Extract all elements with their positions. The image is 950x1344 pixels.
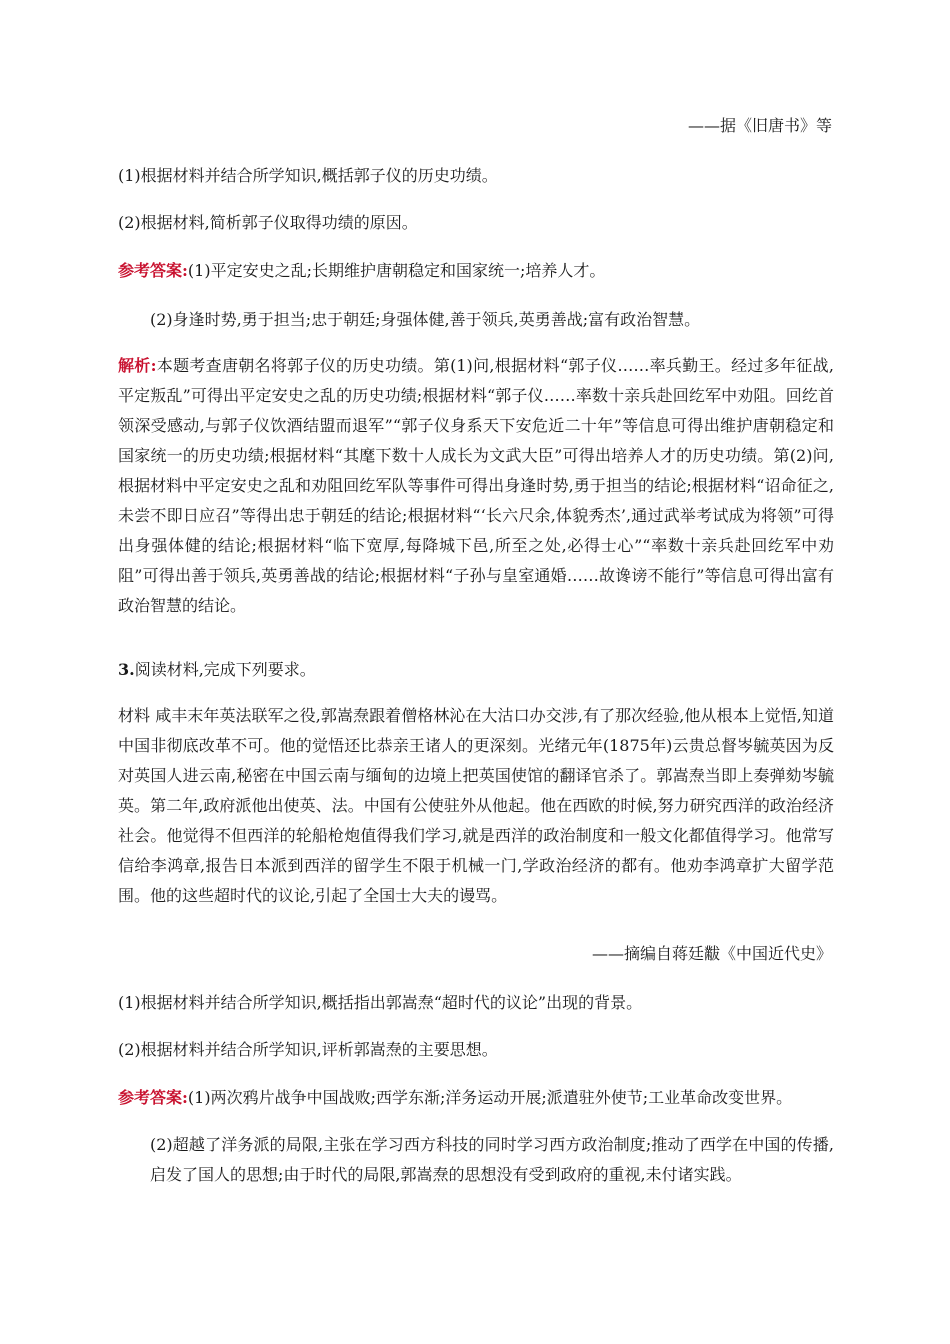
q2-answer-2: (2)身逢时势,勇于担当;忠于朝廷;身强体健,善于领兵,英勇善战;富有政治智慧。 — [150, 310, 701, 329]
answer-label: 参考答案: — [118, 1088, 188, 1107]
analysis-label: 解析: — [118, 356, 157, 375]
q2-answer-1: (1)平定安史之乱;长期维护唐朝稳定和国家统一;培养人才。 — [187, 261, 606, 280]
question-number: 3. — [118, 660, 135, 679]
q2-subquestion-2: (2)根据材料,简析郭子仪取得功绩的原因。 — [118, 213, 418, 232]
q3-material: 材料 咸丰末年英法联军之役,郭嵩焘跟着僧格林沁在大沽口办交涉,有了那次经验,他从根本上觉悟,知道中国非彻底改革不可。他的觉悟还比恭亲王诸人的更深刻。光绪元年(1875年)云贵总督岑毓英因为反对英国人进云南,秘密在中国云南与缅甸的边境上把英国使馆的翻译官杀了。郭嵩焘当即上奏弹劾岑毓英。第二年,政府派他出使英、法。中国有公使驻外从他起。他在西欧的时候,努力研究西洋的政治经济社会。他觉得不但西洋的轮船枪炮值得我们学习,就是西洋的政治制度和一般文化都值得学习。他常写信给李鸿章,报告日本派到西洋的留学生不限于机械一门,学政治经济的都有。他劝李鸿章扩大留学范围。他的这些超时代的议论,引起了全国士大夫的谩骂。 — [118, 706, 834, 905]
q2-analysis — [118, 351, 834, 621]
q3-subquestion-1: (1)根据材料并结合所学知识,概括指出郭嵩焘“超时代的议论”出现的背景。 — [118, 993, 643, 1012]
q2-subquestion-1: (1)根据材料并结合所学知识,概括郭子仪的历史功绩。 — [118, 166, 498, 185]
q3-answer-1: (1)两次鸦片战争中国战败;西学东渐;洋务运动开展;派遣驻外使节;工业革命改变世界。 — [187, 1088, 793, 1107]
q2-answer-1-line — [118, 261, 832, 281]
q3-prompt-line — [118, 660, 832, 680]
q3-prompt: 阅读材料,完成下列要求。 — [134, 660, 316, 679]
q3-answer-1-line — [118, 1088, 832, 1108]
source-citation-2: ——摘编自蒋廷黻《中国近代史》 — [591, 944, 832, 963]
answer-label: 参考答案: — [118, 261, 188, 280]
source-citation-1: ——据《旧唐书》等 — [687, 116, 832, 135]
q3-subquestion-2: (2)根据材料并结合所学知识,评析郭嵩焘的主要思想。 — [118, 1040, 498, 1059]
q2-analysis-text: 本题考查唐朝名将郭子仪的历史功绩。第(1)问,根据材料“郭子仪……率兵勤王。经过多年征战,平定叛乱”可得出平定安史之乱的历史功绩;根据材料“郭子仪……率数十亲兵赴回纥军中劝阻。回纥首领深受感动,与郭子仪饮酒结盟而退军”“郭子仪身系天下安危近二十年”等信息可得出维护唐朝稳定和国家统一的历史功绩;根据材料“其麾下数十人成长为文武大臣”可得出培养人才的历史功绩。第(2)问,根据材料中平定安史之乱和劝阻回纥军队等事件可得出身逢时势,勇于担当的结论;根据材料“诏命征之,未尝不即日应召”等得出忠于朝廷的结论;根据材料“‘长六尺余,体貌秀杰’,通过武举考试成为将领”可得出身强体健的结论;根据材料“临下宽厚,每降城下邑,所至之处,必得士心”“率数十亲兵赴回纥军中劝阻”可得出善于领兵,英勇善战的结论;根据材料“子孙与皇室通婚……故谗谤不能行”等信息可得出富有政治智慧的结论。 — [118, 356, 834, 615]
q3-answer-2: (2)超越了洋务派的局限,主张在学习西方科技的同时学习西方政治制度;推动了西学在中国的传播,启发了国人的思想;由于时代的局限,郭嵩焘的思想没有受到政府的重视,未付诸实践。 — [150, 1135, 834, 1184]
